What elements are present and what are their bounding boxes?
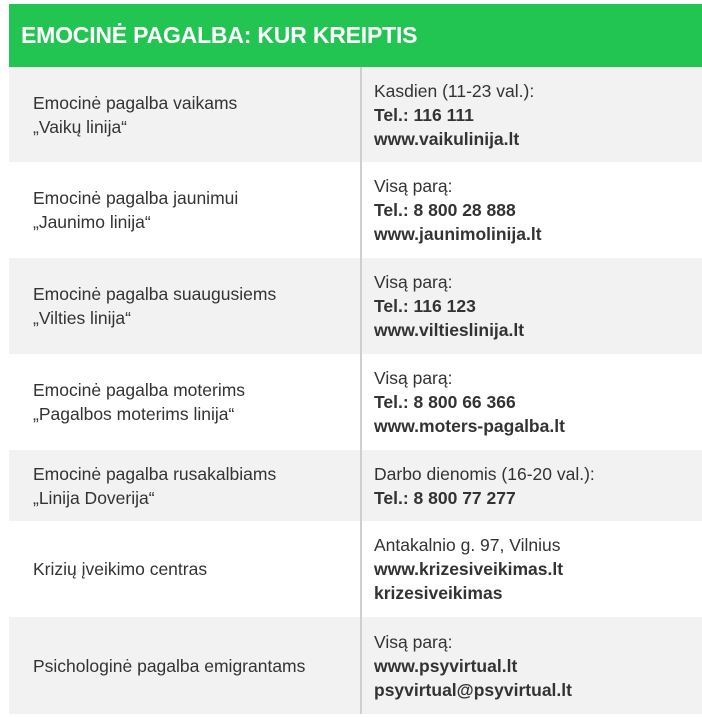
table-row	[9, 258, 702, 354]
phone-number[interactable]: Tel.: 8 800 66 366	[374, 392, 516, 412]
service-name-line: Emocinė pagalba vaikams	[33, 92, 238, 113]
help-lines-table	[9, 67, 702, 714]
social-handle[interactable]: krizesiveikimas	[374, 583, 503, 603]
hours-text: Visą parą:	[374, 176, 453, 196]
page-header	[9, 4, 702, 67]
table-row	[9, 521, 702, 617]
service-name-line: Psichologinė pagalba emigrantams	[33, 655, 306, 676]
table-row	[9, 162, 702, 258]
service-name-cell	[9, 67, 362, 162]
website-link[interactable]: www.vaikulinija.lt	[374, 128, 520, 149]
website-link[interactable]: www.moters-pagalba.lt	[374, 416, 565, 436]
phone-number[interactable]: Tel.: 8 800 28 888	[374, 200, 516, 220]
contact-info-cell	[362, 354, 702, 450]
table-row	[9, 67, 702, 162]
service-name-cell	[9, 258, 362, 354]
service-name-line: Emocinė pagalba jaunimui	[33, 188, 239, 208]
service-name-line: „Vaikų linija“	[33, 116, 128, 137]
service-name-cell	[9, 162, 362, 258]
page-title: EMOCINĖ PAGALBA: KUR KREIPTIS	[21, 22, 418, 48]
phone-number[interactable]: Tel.: 116 111	[374, 104, 474, 125]
website-link[interactable]: www.krizesiveikimas.lt	[374, 559, 564, 579]
website-link[interactable]: www.viltieslinija.lt	[374, 320, 525, 340]
service-name-line: „Vilties linija“	[33, 308, 131, 328]
address-text: Antakalnio g. 97, Vilnius	[374, 535, 561, 555]
hours-text: Visą parą:	[374, 631, 453, 652]
service-name-cell	[9, 617, 362, 714]
service-name-cell	[9, 354, 362, 450]
contact-info-cell	[362, 162, 702, 258]
contact-info-cell	[362, 67, 702, 162]
contact-info-cell	[362, 617, 702, 714]
service-name-line: Krizių įveikimo centras	[33, 559, 208, 579]
hours-text: Kasdien (11-23 val.):	[374, 80, 535, 101]
service-name-line: „Pagalbos moterims linija“	[33, 404, 235, 424]
website-link[interactable]: www.jaunimolinija.lt	[374, 224, 542, 244]
contact-info-cell	[362, 521, 702, 617]
website-link[interactable]: www.psyvirtual.lt	[374, 655, 518, 676]
hours-text: Visą parą:	[374, 368, 453, 388]
phone-number[interactable]: Tel.: 8 800 77 277	[374, 487, 516, 508]
contact-info-cell	[362, 258, 702, 354]
hours-text: Darbo dienomis (16-20 val.):	[374, 463, 595, 484]
contact-info-cell	[362, 450, 702, 521]
table-row	[9, 450, 702, 521]
service-name-line: „Linija Doverija“	[33, 487, 155, 508]
service-name-cell	[9, 521, 362, 617]
service-name-line: Emocinė pagalba suaugusiems	[33, 284, 277, 304]
email-link[interactable]: psyvirtual@psyvirtual.lt	[374, 679, 572, 700]
service-name-line: „Jaunimo linija“	[33, 212, 151, 232]
service-name-line: Emocinė pagalba moterims	[33, 380, 246, 400]
phone-number[interactable]: Tel.: 116 123	[374, 296, 476, 316]
hours-text: Visą parą:	[374, 272, 453, 292]
table-row	[9, 617, 702, 714]
service-name-line: Emocinė pagalba rusakalbiams	[33, 463, 277, 484]
table-row	[9, 354, 702, 450]
service-name-cell	[9, 450, 362, 521]
